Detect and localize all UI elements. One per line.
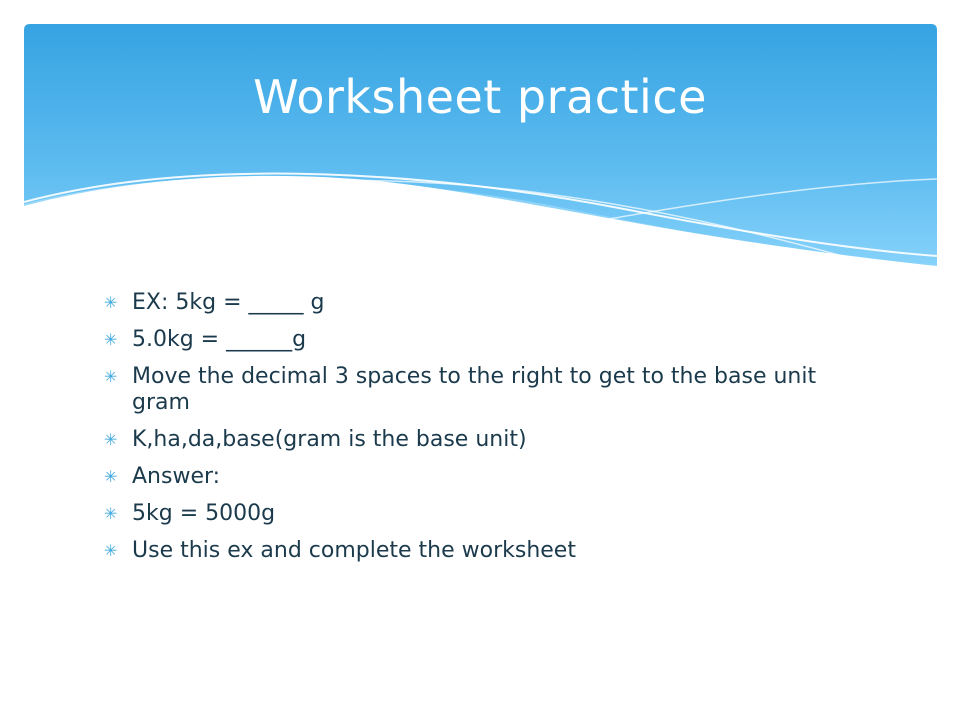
list-item (104, 464, 864, 490)
header-banner (24, 24, 937, 266)
asterisk-icon: ✳ (104, 504, 118, 523)
list-item (104, 290, 864, 316)
bullet-text: Use this ex and complete the worksheet (132, 538, 576, 563)
list-item (104, 427, 864, 453)
asterisk-icon: ✳ (104, 467, 118, 486)
bullet-text: Move the decimal 3 spaces to the right to get to the base unit gram (132, 364, 817, 415)
bullet-text: 5.0kg = ______g (132, 327, 307, 352)
bullet-text: Answer: (132, 464, 221, 489)
asterisk-icon: ✳ (104, 367, 118, 386)
bullet-text: 5kg = 5000g (132, 501, 276, 526)
list-item (104, 327, 864, 353)
page-title: Worksheet practice (253, 70, 707, 124)
asterisk-icon: ✳ (104, 541, 118, 560)
asterisk-icon: ✳ (104, 430, 118, 449)
bullet-text: K,ha,da,base(gram is the base unit) (132, 427, 527, 452)
asterisk-icon: ✳ (104, 293, 118, 312)
list-item (104, 364, 864, 416)
wave-banner-graphic (24, 24, 937, 266)
bullet-text: EX: 5kg = _____ g (132, 290, 325, 315)
bullet-list (104, 290, 864, 575)
list-item (104, 538, 864, 564)
list-item (104, 501, 864, 527)
asterisk-icon: ✳ (104, 330, 118, 349)
